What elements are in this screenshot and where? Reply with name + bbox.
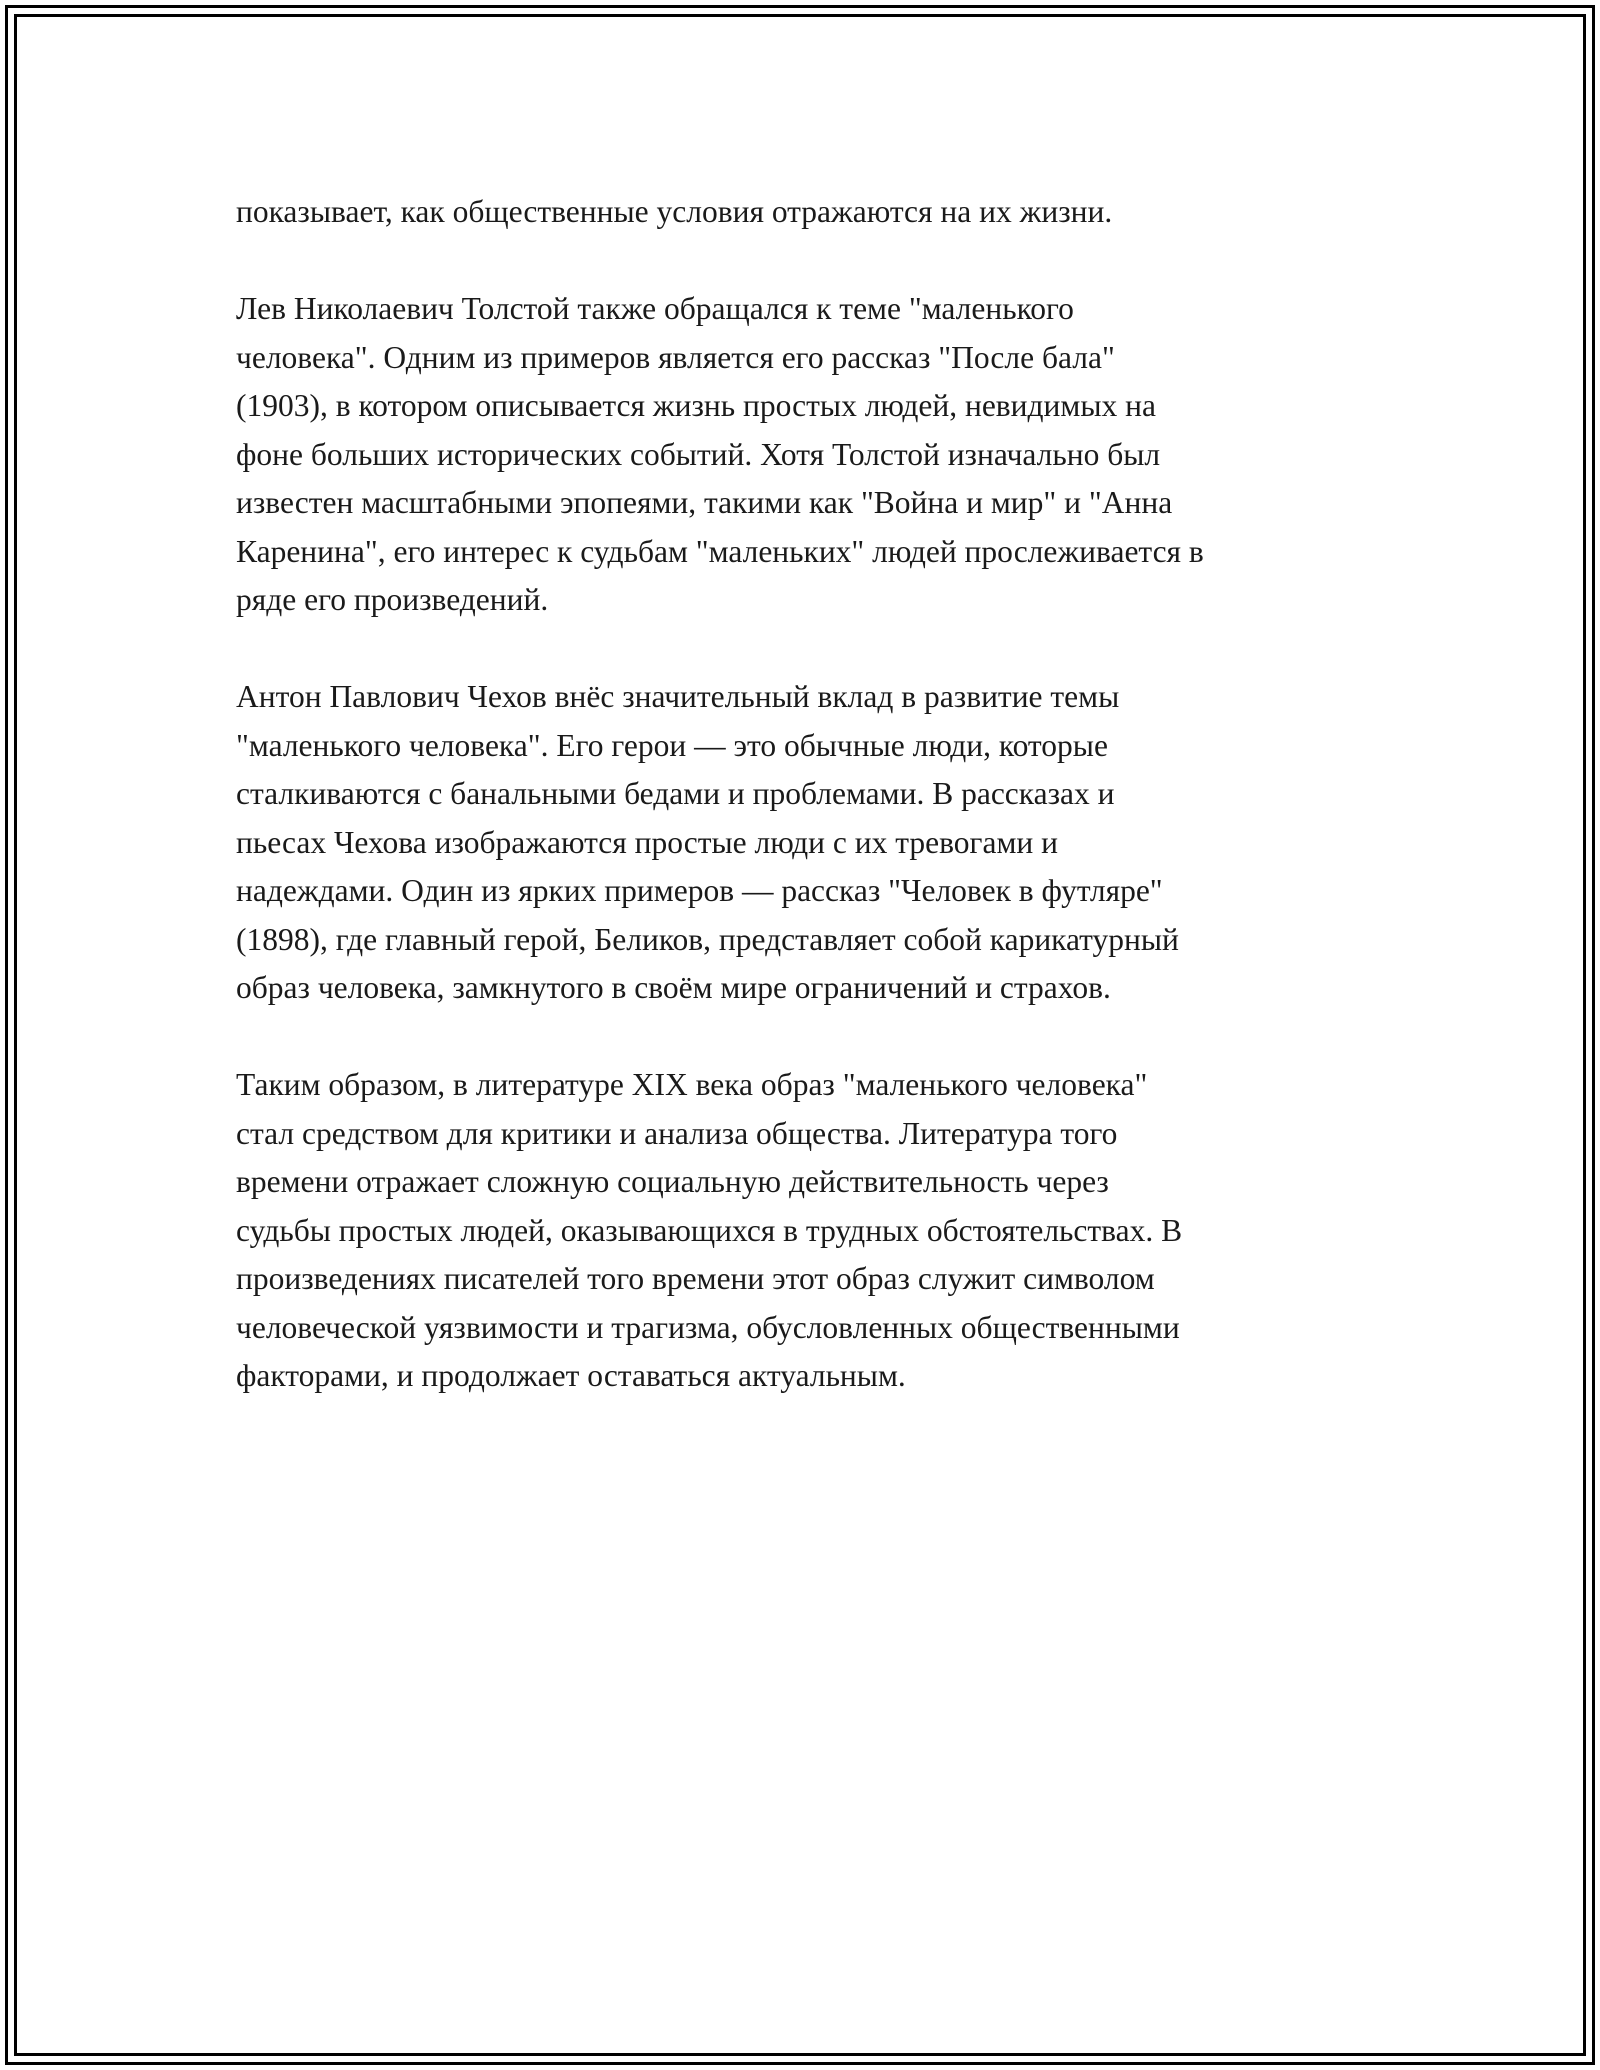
paragraph-chekhov: Антон Павлович Чехов внёс значительный вклад в развитие темы "маленького человека". Его герои — это обычные люди, которые сталкиваются с банальными бедами и проблемами. В рассказах и пьесах Чехова изображаются простые люди с их тревогами и надеждами. Один из ярких примеров — рассказ "Человек в футляре" (1898), где главный герой, Беликов, представляет собой карикатурный образ человека, замкнутого в своём мире ограничений и страхов. <box>236 679 1179 1005</box>
paragraph-conclusion: Таким образом, в литературе XIX века образ "маленького человека" стал средством для критики и анализа общества. Литература того времени отражает сложную социальную действительность через судьбы простых людей, оказывающихся в трудных обстоятельствах. В произведениях писателей того времени этот образ служит символом человеческой уязвимости и трагизма, обусловленных общественными факторами, и продолжает оставаться актуальным. <box>236 1067 1183 1393</box>
paragraph-tolstoy: Лев Николаевич Толстой также обращался к теме "маленького человека". Одним из примеров является его рассказ "После бала" (1903), в котором описывается жизнь простых людей, невидимых на фоне больших исторических событий. Хотя Толстой изначально был известен масштабными эпопеями, такими как "Война и мир" и "Анна Каренина", его интерес к судьбам "маленьких" людей прослеживается в ряде его произведений. <box>236 291 1204 617</box>
paragraph-continuation: показывает, как общественные условия отражаются на их жизни. <box>236 194 1113 229</box>
document-body <box>236 188 1376 1449</box>
